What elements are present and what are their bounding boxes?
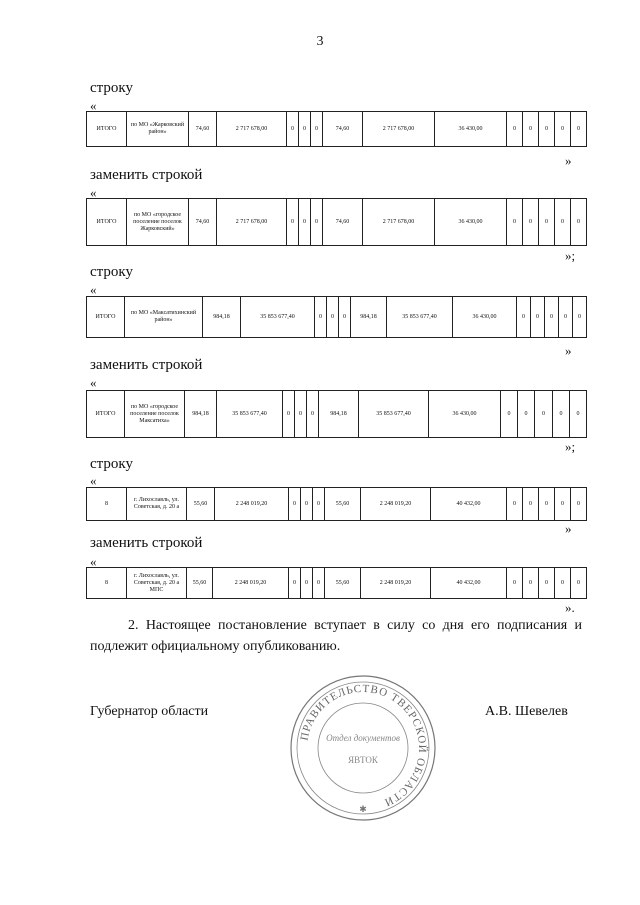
effective-date-paragraph: 2. Настоящее постановление вступает в силу со дня его подписания и подлежит официальному опубликованию.: [90, 618, 582, 654]
open-quote: «: [90, 98, 97, 113]
close-quote: »: [565, 153, 572, 168]
cell-address: г. Лихославль, ул. Советская, д. 20 а: [127, 488, 187, 521]
cell-cost: 2 248 019,20: [213, 568, 289, 599]
close-quote: »;: [565, 439, 576, 454]
table-row: [86, 111, 587, 147]
cell-cost-total: 2 248 019,20: [361, 488, 431, 521]
cell-area: 55,60: [187, 488, 215, 521]
cell-value: 0: [523, 112, 539, 147]
cell-unit-cost: 36 430,00: [453, 297, 517, 338]
cell-value: 0: [295, 391, 307, 438]
cell-area: 55,60: [187, 568, 213, 599]
cell-cost-total: 35 853 677,40: [359, 391, 429, 438]
stamp-star-icon: ✱: [359, 804, 367, 814]
cell-value: 0: [313, 488, 325, 521]
cell-value: 0: [507, 488, 523, 521]
cell-value: 0: [287, 112, 299, 147]
cell-value: 0: [523, 568, 539, 599]
cell-number: 8: [87, 488, 127, 521]
cell-cost-total: 2 717 678,00: [363, 112, 435, 147]
cell-value: 0: [570, 391, 587, 438]
cell-value: 0: [517, 297, 531, 338]
cell-area-total: 74,60: [323, 199, 363, 246]
cell-value: 0: [507, 568, 523, 599]
cell-value: 0: [311, 199, 323, 246]
cell-cost-total: 2 717 678,00: [363, 199, 435, 246]
cell-value: 0: [518, 391, 535, 438]
cell-value: 0: [299, 112, 311, 147]
cell-value: 0: [287, 199, 299, 246]
signatory-position: Губернатор области: [90, 704, 209, 719]
open-quote: «: [90, 282, 97, 297]
cell-value: 0: [301, 488, 313, 521]
cell-value: 0: [539, 488, 555, 521]
cell-unit-cost: 36 430,00: [435, 112, 507, 147]
cell-value: 0: [313, 568, 325, 599]
stamp-ring-text: ПРАВИТЕЛЬСТВО ТВЕРСКОЙ ОБЛАСТИ: [298, 682, 429, 809]
replace-label: строку: [90, 80, 133, 96]
cell-number: ИТОГО: [87, 199, 127, 246]
cell-value: 0: [507, 112, 523, 147]
cell-number: 8: [87, 568, 127, 599]
cell-cost: 35 853 677,40: [241, 297, 315, 338]
cell-value: 0: [289, 568, 301, 599]
cell-address: по МО «городское поселение поселок Жарковский»: [127, 199, 189, 246]
cell-value: 0: [555, 199, 571, 246]
cell-cost-total: 35 853 677,40: [387, 297, 453, 338]
stamp-center-text: Отдел документов: [326, 733, 400, 743]
cell-cost: 2 717 678,00: [217, 112, 287, 147]
cell-value: 0: [553, 391, 570, 438]
cell-value: 0: [501, 391, 518, 438]
open-quote: «: [90, 375, 97, 390]
cell-value: 0: [311, 112, 323, 147]
cell-value: 0: [555, 488, 571, 521]
cell-value: 0: [339, 297, 351, 338]
table-row: [86, 567, 587, 599]
cell-area-total: 984,18: [351, 297, 387, 338]
cell-value: 0: [535, 391, 553, 438]
cell-value: 0: [507, 199, 523, 246]
cell-value: 0: [571, 199, 587, 246]
cell-value: 0: [539, 568, 555, 599]
cell-unit-cost: 36 430,00: [429, 391, 501, 438]
open-quote: «: [90, 185, 97, 200]
cell-value: 0: [555, 112, 571, 147]
replace-label: строку: [90, 456, 133, 472]
cell-value: 0: [289, 488, 301, 521]
open-quote: «: [90, 473, 97, 488]
cell-value: 0: [531, 297, 545, 338]
replace-with-label: заменить строкой: [90, 357, 203, 373]
cell-address: по МО «Жарковский район»: [127, 112, 189, 147]
cell-address: г. Лихославль, ул. Советская, д. 20 а МПС: [127, 568, 187, 599]
cell-value: 0: [301, 568, 313, 599]
cell-value: 0: [571, 112, 587, 147]
cell-area-total: 984,18: [319, 391, 359, 438]
cell-value: 0: [545, 297, 559, 338]
cell-area-total: 74,60: [323, 112, 363, 147]
cell-cost: 35 853 677,40: [217, 391, 283, 438]
page-number: 3: [316, 34, 324, 49]
cell-value: 0: [283, 391, 295, 438]
table-row: [86, 390, 587, 438]
cell-area: 984,18: [185, 391, 217, 438]
cell-unit-cost: 40 432,00: [431, 568, 507, 599]
cell-value: 0: [299, 199, 311, 246]
cell-number: ИТОГО: [87, 391, 125, 438]
cell-value: 0: [571, 568, 587, 599]
cell-unit-cost: 40 432,00: [431, 488, 507, 521]
close-quote: »;: [565, 248, 576, 263]
cell-value: 0: [315, 297, 327, 338]
signatory-name: А.В. Шевелев: [485, 704, 568, 719]
cell-value: 0: [559, 297, 573, 338]
official-stamp: [288, 673, 438, 823]
cell-area: 984,18: [203, 297, 241, 338]
cell-value: 0: [539, 199, 555, 246]
table-row: [86, 296, 587, 338]
close-quote: »: [565, 343, 572, 358]
cell-address: по МО «Максатихинский район»: [125, 297, 203, 338]
cell-area: 74,60: [189, 112, 217, 147]
cell-value: 0: [523, 199, 539, 246]
cell-cost-total: 2 248 019,20: [361, 568, 431, 599]
table-row: [86, 487, 587, 521]
cell-unit-cost: 36 430,00: [435, 199, 507, 246]
cell-address: по МО «городское поселение поселок Максатиха»: [125, 391, 185, 438]
cell-value: 0: [307, 391, 319, 438]
table-row: [86, 198, 587, 246]
cell-value: 0: [539, 112, 555, 147]
cell-number: ИТОГО: [87, 297, 125, 338]
cell-area-total: 55,60: [325, 488, 361, 521]
cell-value: 0: [523, 488, 539, 521]
close-quote: »: [565, 521, 572, 536]
cell-value: 0: [571, 488, 587, 521]
cell-value: 0: [327, 297, 339, 338]
replace-label: строку: [90, 264, 133, 280]
cell-number: ИТОГО: [87, 112, 127, 147]
cell-value: 0: [573, 297, 587, 338]
cell-area-total: 55,60: [325, 568, 361, 599]
open-quote: «: [90, 554, 97, 569]
close-quote: ».: [565, 600, 575, 615]
cell-area: 74,60: [189, 199, 217, 246]
cell-value: 0: [555, 568, 571, 599]
cell-cost: 2 248 019,20: [215, 488, 289, 521]
replace-with-label: заменить строкой: [90, 535, 203, 551]
replace-with-label: заменить строкой: [90, 167, 203, 183]
stamp-bottom-text: ЯВТОК: [348, 755, 378, 765]
cell-cost: 2 717 678,00: [217, 199, 287, 246]
